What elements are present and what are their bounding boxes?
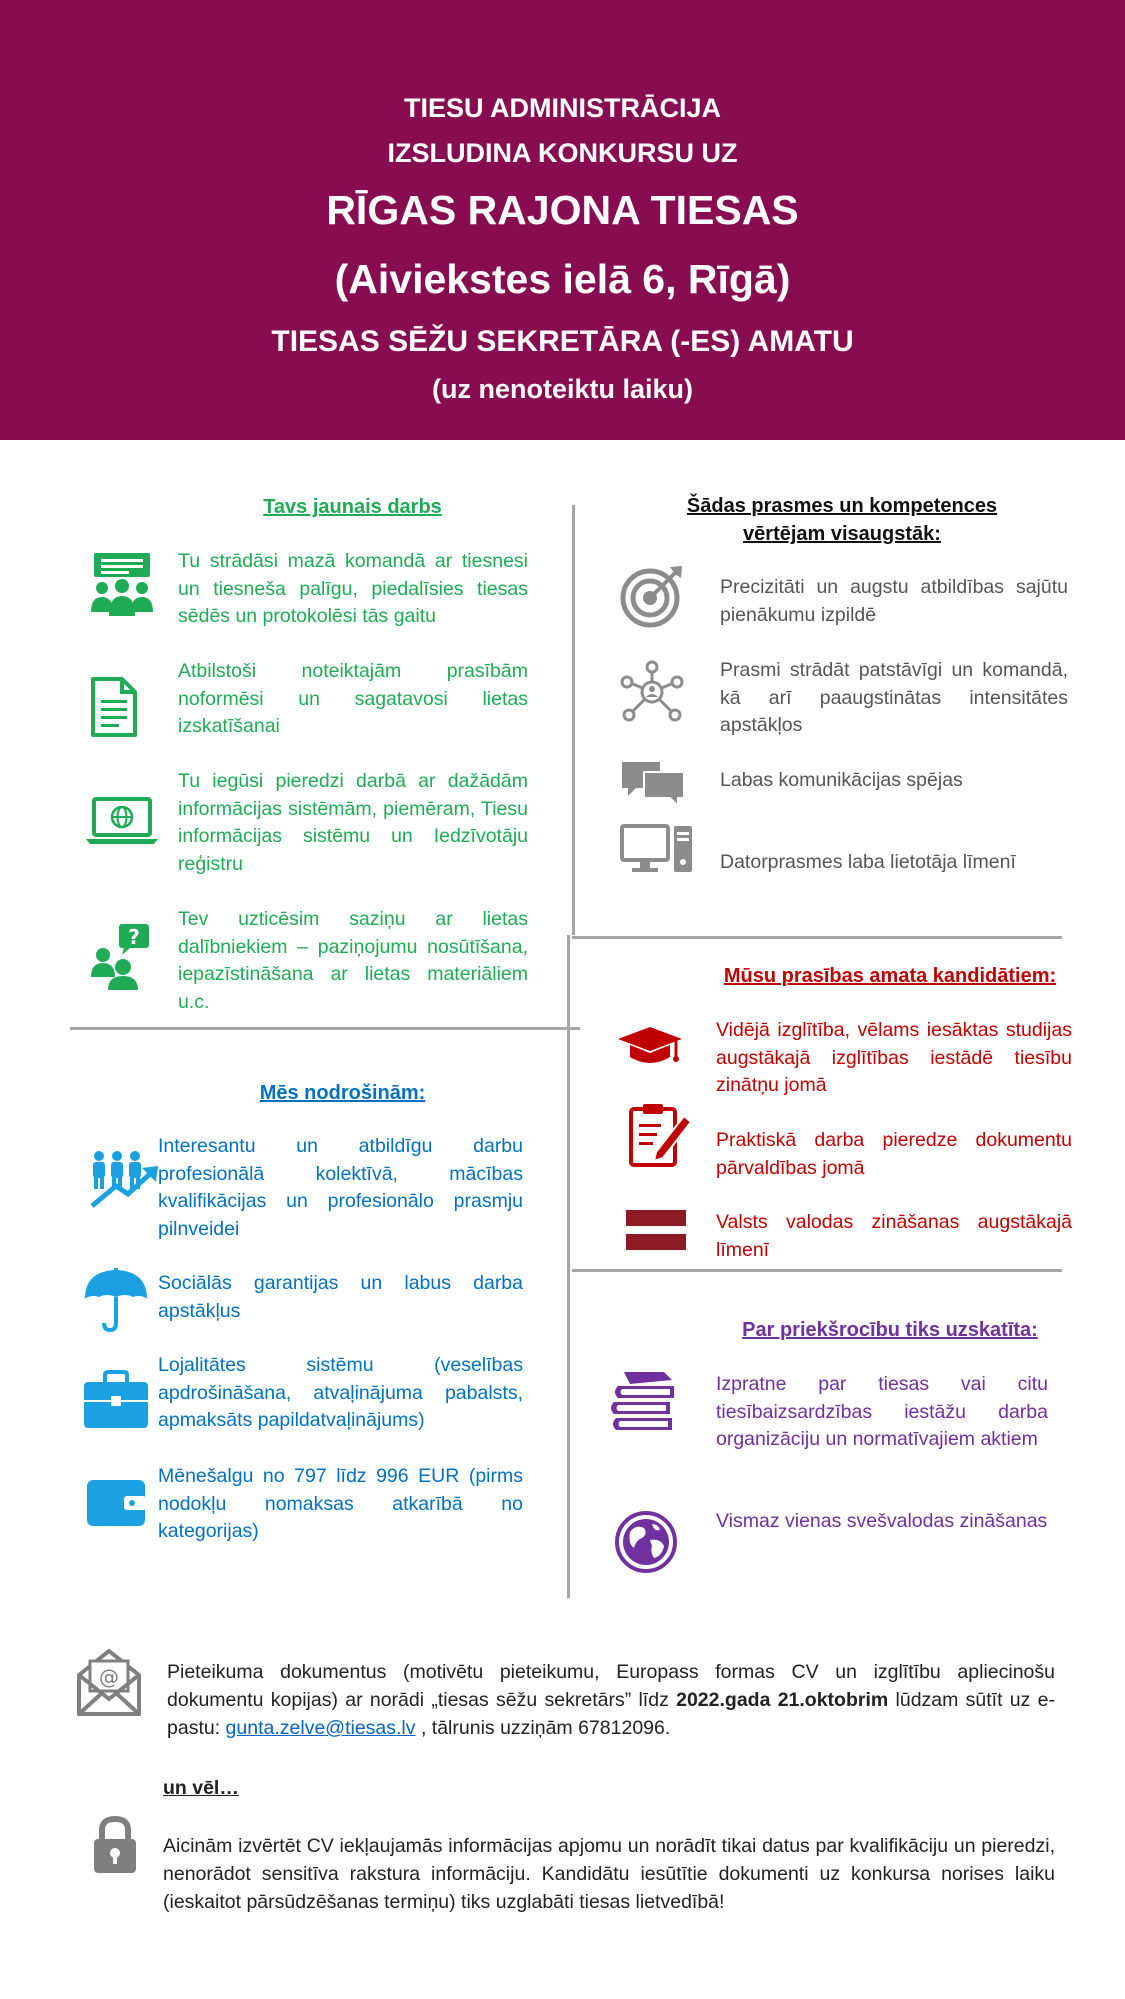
divider-left	[70, 1027, 580, 1030]
laptop-globe-icon	[84, 797, 160, 845]
divider-right-1	[572, 936, 1062, 939]
skills-title-line-2: vērtējam visaugstāk:	[743, 523, 941, 545]
header-address: (Aiviekstes ielā 6, Rīgā)	[334, 256, 791, 302]
more-paragraph: Aicinām izvērtēt CV iekļaujamās informācijas apjomu un norādīt tikai datus par kvalifikāciju un pieredzi, nenorādot sensitīva rakstura informāciju. Kandidātu iesūtītie dokumenti uz konkursa norises laiku (ieskaitot pārsūdzēšanas termiņu) tiks uzglabāti tiesas lietvedībā!	[163, 1835, 1055, 1913]
network-icon	[620, 660, 684, 724]
latvian-flag-icon	[626, 1210, 686, 1250]
work-item-4-text: Tev uzticēsim saziņu ar lietas dalībniekiem – paziņojumu nosūtīšana, iepazīstināšana ar lietas materiāliem u.c.	[178, 908, 528, 1013]
growth-people-icon	[90, 1150, 160, 1208]
offer-item-3-text: Lojalitātes sistēmu (veselības apdrošināšana, atvaļinājuma pabalsts, apmaksāts papildatvaļinājums)	[158, 1354, 523, 1431]
apply-deadline: 2022.gada 21.oktobrim	[676, 1689, 889, 1711]
computer-icon	[620, 824, 694, 874]
clipboard-pen-icon	[628, 1102, 694, 1168]
header-term: (uz nenoteiktu laiku)	[431, 374, 693, 404]
document-icon	[90, 676, 138, 738]
work-item-1-text: Tu strādāsi mazā komandā ar tiesnesi un tiesneša palīgu, piedalīsies tiesas sēdēs un protokolēsi tās gaitu	[178, 550, 528, 627]
divider-right-2	[572, 1269, 1062, 1272]
skills-item-3-text: Labas komunikācijas spējas	[720, 769, 963, 791]
advantage-item-2-text: Vismaz vienas svešvalodas zināšanas	[716, 1510, 1048, 1532]
briefcase-icon	[83, 1370, 149, 1430]
requirements-item-1-text: Vidējā izglītība, vēlams iesāktas studijas augstākajā izglītības iestādē tiesību zinātņu jomā	[716, 1019, 1072, 1096]
apply-text-b: lūdzam sūtīt uz e-pastu:	[167, 1689, 1055, 1739]
header-line-1: TIESU ADMINISTRĀCIJA	[403, 93, 721, 123]
wallet-icon	[86, 1478, 146, 1528]
advantage-item-1-text: Izpratne par tiesas vai citu tiesībaizsardzības iestāžu darba organizāciju un normatīvajiem aktiem	[716, 1373, 1048, 1450]
header-court-name: RĪGAS RAJONA TIESAS	[326, 187, 799, 233]
work-section-title: Tavs jaunais darbs	[263, 496, 442, 518]
target-icon	[620, 564, 684, 628]
books-icon	[610, 1370, 678, 1434]
svg-text:@: @	[99, 1665, 119, 1689]
requirements-item-3-text: Valsts valodas zināšanas augstākajā līmenī	[716, 1211, 1072, 1261]
header-line-2: IZSLUDINA KONKURSU UZ	[387, 138, 738, 168]
divider-vertical-top	[572, 505, 575, 935]
graduation-cap-icon	[616, 1025, 684, 1069]
skills-section-title	[612, 492, 1072, 548]
skills-item-1-text: Precizitāti un augstu atbildības sajūtu pienākumu izpildē	[720, 576, 1068, 626]
offer-item-2-text: Sociālās garantijas un labus darba apstākļus	[158, 1272, 523, 1322]
divider-vertical-bottom	[567, 935, 570, 1598]
offer-item-4-text: Mēnešalgu no 797 līdz 996 EUR (pirms nodokļu nomaksas atkarībā no kategorijas)	[158, 1465, 523, 1542]
svg-text:?: ?	[128, 925, 140, 949]
apply-text-c: , tālrunis uzziņām 67812096.	[415, 1717, 671, 1739]
skills-item-4-text: Datorprasmes laba lietotāja līmenī	[720, 851, 1016, 873]
skills-item-2-text: Prasmi strādāt patstāvīgi un komandā, kā arī paaugstinātas intensitātes apstākļos	[720, 659, 1068, 736]
requirements-item-2-text: Praktiskā darba pieredze dokumentu pārvaldības jomā	[716, 1129, 1072, 1179]
padlock-icon	[92, 1816, 138, 1874]
header-banner	[0, 0, 1125, 440]
requirements-section-title: Mūsu prasības amata kandidātiem:	[723, 965, 1057, 987]
globe-icon	[614, 1510, 678, 1574]
work-item-2-text: Atbilstoši noteiktajām prasībām noformēsi un sagatavosi lietas izskatīšanai	[178, 660, 528, 737]
apply-paragraph	[167, 1658, 1055, 1742]
chat-bubbles-icon	[620, 760, 686, 806]
offer-item-1-text: Interesantu un atbildīgu darbu profesionālā kolektīvā, mācības kvalifikācijas un profesionālo prasmju pilnveidei	[158, 1135, 523, 1240]
advantage-section-title: Par priekšrocību tiks uzskatīta:	[742, 1319, 1038, 1341]
offer-section-title: Mēs nodrošinām:	[259, 1082, 426, 1104]
umbrella-icon	[83, 1267, 149, 1333]
apply-text-a: Pieteikuma dokumentus (motivētu pieteikumu, Europass formas CV un izglītību apliecinošu dokumentu kopijas) ar norādi „tiesas sēžu sekretārs” līdz	[167, 1661, 1055, 1711]
team-meeting-icon	[90, 552, 154, 618]
more-title: un vēl…	[163, 1777, 239, 1799]
apply-email-link[interactable]: gunta.zelve@tiesas.lv	[225, 1717, 416, 1739]
work-item-3-text: Tu iegūsi pieredzi darbā ar dažādām informācijas sistēmām, piemēram, Tiesu informācijas sistēmu un Iedzīvotāju reģistru	[178, 770, 528, 875]
email-envelope-icon	[76, 1647, 142, 1717]
skills-title-line-1: Šādas prasmes un kompetences	[686, 495, 998, 517]
people-question-icon	[90, 923, 152, 991]
header-position: TIESAS SĒŽU SEKRETĀRA (-ES) AMATU	[271, 325, 854, 358]
